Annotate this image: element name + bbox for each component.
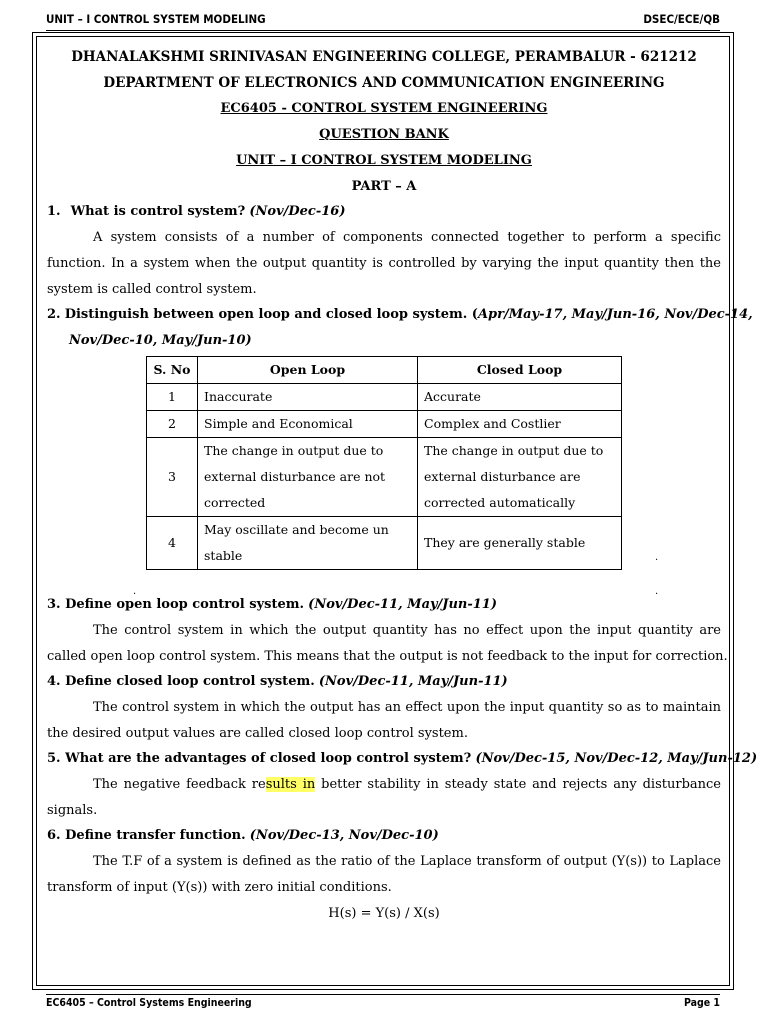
cell-line: external disturbance are not — [204, 469, 386, 484]
cell-open — [198, 438, 418, 517]
course-title: EC6405 - CONTROL SYSTEM ENGINEERING — [220, 101, 548, 116]
part-title: PART – A — [351, 179, 417, 194]
cell-closed — [418, 438, 622, 517]
stray-dot: . — [133, 586, 137, 597]
page-header — [46, 10, 720, 31]
answer-1-line-1: A system consists of a number of components connected together to perform a specific — [93, 230, 721, 245]
cell-line: corrected — [204, 495, 266, 510]
cell-sno: 2 — [147, 411, 198, 438]
stray-dot: . — [655, 586, 659, 597]
cell-closed: They are generally stable — [418, 517, 622, 570]
table-row — [147, 438, 622, 517]
question-3: 3. Define open loop control system. (Nov/Dec-11, May/Jun-11) — [47, 597, 497, 612]
answer-6-line-2: transform of input (Y(s)) with zero initial conditions. — [47, 880, 392, 895]
question-2: 2. Distinguish between open loop and closed loop system. (Apr/May-17, May/Jun-16, Nov/Dec-14, — [47, 307, 753, 322]
question-2-ref: Nov/Dec-10, May/Jun-10) — [69, 333, 252, 348]
cell-line: corrected automatically — [424, 495, 576, 510]
cell-line: The change in output due to — [424, 443, 604, 458]
question-1: 1. What is control system? (Nov/Dec-16) — [47, 204, 346, 219]
unit-title: UNIT – I CONTROL SYSTEM MODELING — [236, 153, 532, 168]
cell-open: Inaccurate — [198, 384, 418, 411]
header-left: UNIT – I CONTROL SYSTEM MODELING — [46, 12, 266, 26]
cell-closed: Complex and Costlier — [418, 411, 622, 438]
cell-sno: 1 — [147, 384, 198, 411]
answer-1-line-2: function. In a system when the output quantity is controlled by varying the input quantity then the — [47, 256, 721, 271]
header-right: DSEC/ECE/QB — [643, 12, 720, 26]
col-header-open-loop: Open Loop — [198, 357, 418, 384]
answer-1-line-3: system is called control system. — [47, 282, 257, 297]
cell-line: The change in output due to — [204, 443, 384, 458]
answer-5-line-1: The negative feedback results in better stability in steady state and rejects any disturbance — [93, 777, 721, 792]
answer-4-line-1: The control system in which the output has an effect upon the input quantity so as to maintain — [93, 700, 721, 715]
question-4: 4. Define closed loop control system. (Nov/Dec-11, May/Jun-11) — [47, 674, 508, 689]
table-header-row — [147, 357, 622, 384]
comparison-table — [146, 356, 622, 570]
answer-4-line-2: the desired output values are called closed loop control system. — [47, 726, 468, 741]
answer-6-line-1: The T.F of a system is defined as the ratio of the Laplace transform of output (Y(s)) to Laplace — [93, 854, 721, 869]
question-5: 5. What are the advantages of closed loop control system? (Nov/Dec-15, Nov/Dec-12, May/Jun-12) — [47, 751, 758, 766]
cell-sno: 3 — [147, 438, 198, 517]
page-footer — [46, 994, 720, 1013]
answer-5-line-2: signals. — [47, 803, 98, 818]
col-header-sno: S. No — [147, 357, 198, 384]
stray-dot: . — [655, 552, 659, 563]
col-header-closed-loop: Closed Loop — [418, 357, 622, 384]
doc-title: QUESTION BANK — [319, 127, 449, 142]
cell-line: May oscillate and become un — [204, 522, 389, 537]
answer-3-line-1: The control system in which the output quantity has no effect upon the input quantity are — [93, 623, 721, 638]
cell-open — [198, 517, 418, 570]
footer-page-number: Page 1 — [683, 997, 720, 1009]
table-row — [147, 384, 622, 411]
answer-3-line-2: called open loop control system. This means that the output is not feedback to the input for correction. — [47, 649, 728, 664]
college-title: DHANALAKSHMI SRINIVASAN ENGINEERING COLLEGE, PERAMBALUR - 621212 — [71, 49, 697, 65]
highlighted-text: sults in — [265, 777, 316, 792]
transfer-function-formula: H(s) = Y(s) / X(s) — [328, 906, 440, 921]
cell-line: stable — [204, 548, 243, 563]
department-title: DEPARTMENT OF ELECTRONICS AND COMMUNICATION ENGINEERING — [103, 75, 665, 91]
cell-open: Simple and Economical — [198, 411, 418, 438]
table-row — [147, 517, 622, 570]
cell-sno: 4 — [147, 517, 198, 570]
question-6: 6. Define transfer function. (Nov/Dec-13, Nov/Dec-10) — [47, 828, 439, 843]
cell-line: external disturbance are — [424, 469, 581, 484]
footer-left: EC6405 – Control Systems Engineering — [46, 997, 252, 1009]
cell-closed: Accurate — [418, 384, 622, 411]
table-row — [147, 411, 622, 438]
